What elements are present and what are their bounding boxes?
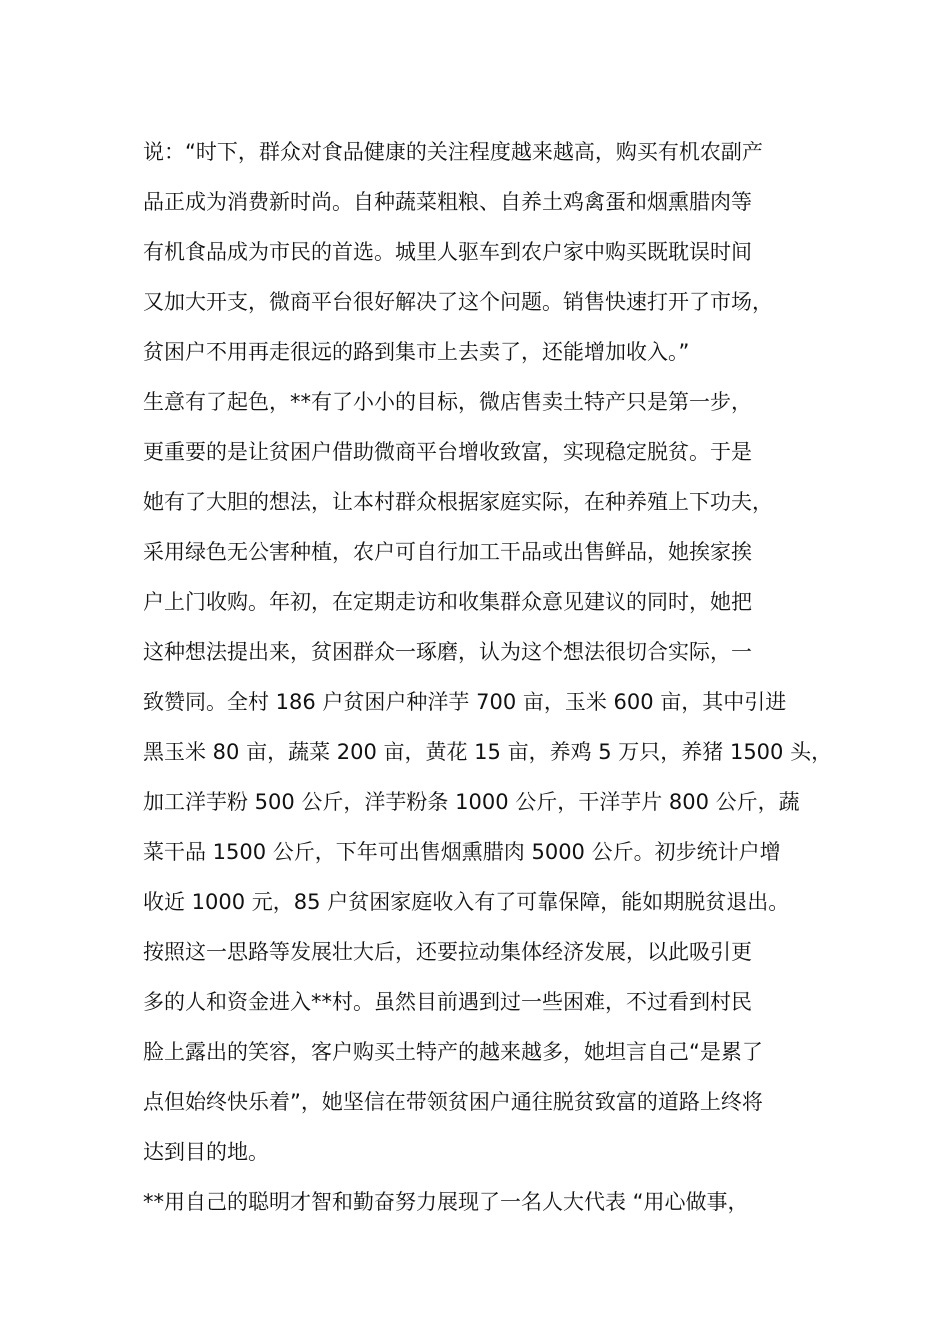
text-line-21: 达到目的地。: [143, 1140, 269, 1164]
text-line-19: 脸上露出的笑容，客户购买土特产的越来越多，她坦言自己“是累了: [143, 1040, 763, 1064]
text-line-16: 收近 1000 元，85 户贫困家庭收入有了可靠保障，能如期脱贫退出。: [143, 890, 790, 914]
text-line-13: 黑玉米 80 亩，蔬菜 200 亩，黄花 15 亩，养鸡 5 万只，养猪 1500 头，: [143, 740, 833, 764]
text-line-9: 采用绿色无公害种植，农户可自行加工干品或出售鲜品，她挨家挨: [143, 540, 752, 564]
text-line-22: **用自己的聪明才智和勤奋努力展现了一名人大代表 “用心做事，: [143, 1190, 749, 1214]
text-line-7: 更重要的是让贫困户借助微商平台增收致富，实现稳定脱贫。于是: [143, 440, 752, 464]
text-line-4: 又加大开支，微商平台很好解决了这个问题。销售快速打开了市场，: [143, 290, 773, 314]
text-line-6: 生意有了起色，**有了小小的目标，微店售卖土特产只是第一步，: [143, 390, 752, 414]
text-line-3: 有机食品成为市民的首选。城里人驱车到农户家中购买既耽误时间: [143, 240, 752, 264]
body-text: [143, 127, 843, 1227]
text-line-2: 品正成为消费新时尚。自种蔬菜粗粮、自养土鸡禽蛋和烟熏腊肉等: [143, 190, 752, 214]
text-line-10: 户上门收购。年初，在定期走访和收集群众意见建议的同时，她把: [143, 590, 752, 614]
text-line-20: 点但始终快乐着”，她坚信在带领贫困户通往脱贫致富的道路上终将: [143, 1090, 763, 1114]
text-line-18: 多的人和资金进入**村。虽然目前遇到过一些困难，不过看到村民: [143, 990, 752, 1014]
text-line-12: 致赞同。全村 186 户贫困户种洋芋 700 亩，玉米 600 亩，其中引进: [143, 690, 787, 714]
text-line-11: 这种想法提出来，贫困群众一琢磨，认为这个想法很切合实际，一: [143, 640, 752, 664]
text-line-17: 按照这一思路等发展壮大后，还要拉动集体经济发展，以此吸引更: [143, 940, 752, 964]
text-line-14: 加工洋芋粉 500 公斤，洋芋粉条 1000 公斤，干洋芋片 800 公斤，蔬: [143, 790, 800, 814]
text-line-8: 她有了大胆的想法，让本村群众根据家庭实际，在种养殖上下功夫，: [143, 490, 773, 514]
text-line-15: 菜干品 1500 公斤，下年可出售烟熏腊肉 5000 公斤。初步统计户增: [143, 840, 781, 864]
text-line-5: 贫困户不用再走很远的路到集市上去卖了，还能增加收入。”: [143, 340, 690, 364]
text-line-1: 说：“时下，群众对食品健康的关注程度越来越高，购买有机农副产: [143, 140, 763, 164]
